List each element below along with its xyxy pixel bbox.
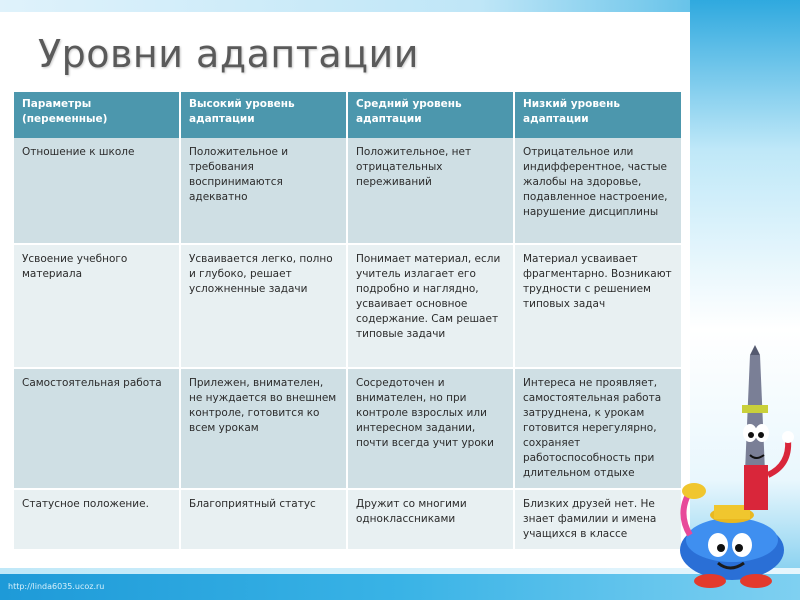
table-cell: Интереса не проявляет, самостоятельная работа затруднена, к урокам готовится нерегулярно, сохраняет работоспособность при длительном отдыхе: [514, 368, 682, 489]
table-cell: Дружит со многими одноклассниками: [347, 489, 514, 550]
pen-inkwell-character-icon: [670, 345, 800, 590]
header-high-level: Высокий уровень адаптации: [180, 92, 347, 138]
footer-credit: http://linda6035.ucoz.ru: [8, 582, 105, 591]
table-cell: Благоприятный статус: [180, 489, 347, 550]
adaptation-levels-table: [14, 92, 683, 551]
table-cell: Положительное, нет отрицательных переживаний: [347, 138, 514, 244]
table-row: [14, 138, 682, 244]
table-row: [14, 244, 682, 368]
header-low-level: Низкий уровень адаптации: [514, 92, 682, 138]
slide-content: [0, 12, 690, 568]
table-cell: Понимает материал, если учитель излагает его подробно и наглядно, усваивает основное содержание. Сам решает типовые задачи: [347, 244, 514, 368]
table-cell: Статусное положение.: [14, 489, 180, 550]
header-medium-level: Средний уровень адаптации: [347, 92, 514, 138]
slide-title: Уровни адаптации: [38, 32, 419, 76]
table-cell: Прилежен, внимателен, не нуждается во внешнем контроле, готовится ко всем урокам: [180, 368, 347, 489]
table-cell: Самостоятельная работа: [14, 368, 180, 489]
table-cell: Близких друзей нет. Не знает фамилии и имена учащихся в классе: [514, 489, 682, 550]
table-cell: Сосредоточен и внимателен, но при контроле взрослых или интересном задании, почти всегда учит уроки: [347, 368, 514, 489]
table-header-row: [14, 92, 682, 138]
table-cell: Усвоение учебного материала: [14, 244, 180, 368]
table-cell: Отношение к школе: [14, 138, 180, 244]
table-row: [14, 489, 682, 550]
header-parameters: Параметры (переменные): [14, 92, 180, 138]
table-cell: Материал усваивает фрагментарно. Возникают трудности с решением типовых задач: [514, 244, 682, 368]
table-cell: Положительное и требования воспринимаются адекватно: [180, 138, 347, 244]
table-cell: Усваивается легко, полно и глубоко, решает усложненные задачи: [180, 244, 347, 368]
table-cell: Отрицательное или индифферентное, частые жалобы на здоровье, подавленное настроение, нарушение дисциплины: [514, 138, 682, 244]
table-row: [14, 368, 682, 489]
